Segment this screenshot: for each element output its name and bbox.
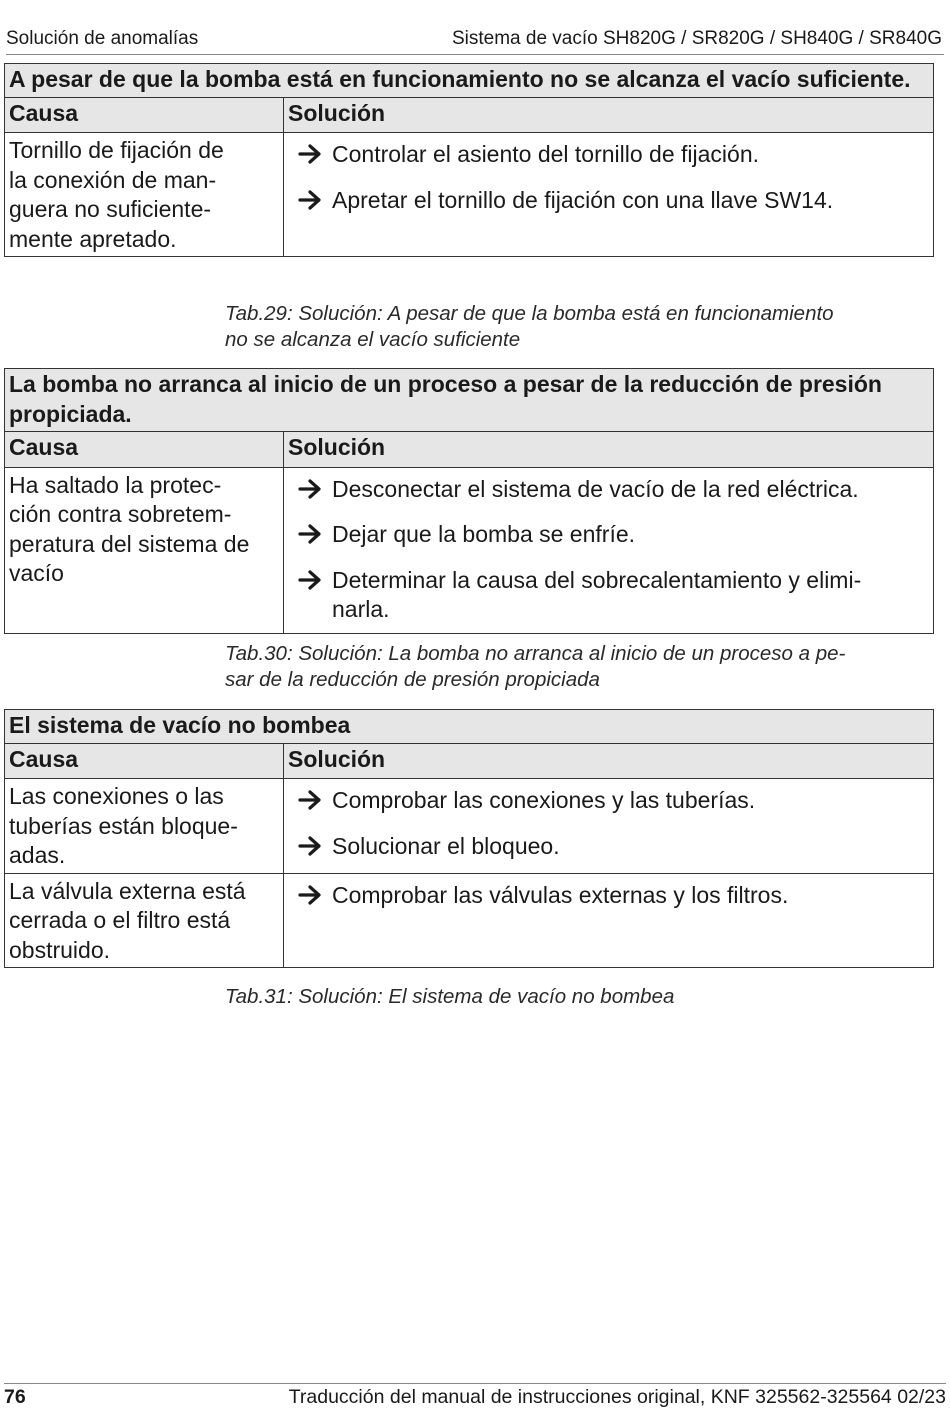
cause-text: Ha saltado la protec- ción contra sobretem- peratura del sistema de vacío [5, 467, 284, 633]
footer-text: Traducción del manual de instrucciones original, KNF 325562-325564 02/23 [288, 1386, 946, 1408]
cause-header: Causa [5, 743, 284, 779]
table-caption: Tab.30: Solución: La bomba no arranca al inicio de un proceso a pe- sar de la reducción de presión propiciada [225, 642, 846, 691]
table-row [5, 467, 934, 633]
trouble-table-31 [4, 709, 934, 968]
cause-header: Causa [5, 97, 284, 133]
cause-text: Tornillo de fijación de la conexión de man- guera no suficiente- mente apretado. [5, 133, 284, 257]
page-number: 76 [4, 1386, 26, 1408]
solution-step: Dejar que la bomba se enfríe. [298, 520, 929, 550]
arrow-right-icon [298, 520, 332, 545]
product-title: Sistema de vacío SH820G / SR820G / SH840G / SR840G [451, 28, 942, 49]
table-caption: Tab.29: Solución: A pesar de que la bomba está en funcionamiento no se alcanza el vacío suficiente [225, 302, 834, 351]
arrow-right-icon [298, 186, 332, 211]
arrow-right-icon [298, 140, 332, 165]
solution-header: Solución [284, 432, 934, 468]
page-footer [4, 1383, 946, 1408]
arrow-right-icon [298, 881, 332, 906]
table-title: El sistema de vacío no bombea [5, 710, 934, 744]
arrow-right-icon [298, 832, 332, 857]
table-caption: Tab.31: Solución: El sistema de vacío no bombea [225, 985, 675, 1008]
section-title: Solución de anomalías [6, 28, 199, 49]
solution-step: Apretar el tornillo de fijación con una llave SW14. [298, 186, 929, 216]
arrow-right-icon [298, 566, 332, 591]
page-header [6, 26, 944, 55]
solution-step: Solucionar el bloqueo. [298, 832, 929, 862]
cause-text: La válvula externa está cerrada o el filtro está obstruido. [5, 873, 284, 968]
table-row [5, 133, 934, 257]
solution-list [284, 873, 934, 968]
table-row [5, 873, 934, 968]
trouble-table-30 [4, 368, 934, 634]
solution-step: Controlar el asiento del tornillo de fijación. [298, 140, 929, 170]
solution-list [284, 779, 934, 874]
table-row [5, 779, 934, 874]
arrow-right-icon [298, 786, 332, 811]
solution-header: Solución [284, 743, 934, 779]
cause-text: Las conexiones o las tuberías están bloque- adas. [5, 779, 284, 874]
solution-list [284, 467, 934, 633]
table-title: A pesar de que la bomba está en funcionamiento no se alcanza el vacío suficiente. [5, 64, 934, 98]
solution-step: Desconectar el sistema de vacío de la red eléctrica. [298, 475, 929, 505]
table-title: La bomba no arranca al inicio de un proceso a pesar de la reducción de presión propiciada. [5, 369, 934, 432]
solution-list [284, 133, 934, 257]
solution-step: Determinar la causa del sobrecalentamiento y elimi- narla. [298, 566, 929, 625]
solution-step: Comprobar las válvulas externas y los filtros. [298, 881, 929, 911]
cause-header: Causa [5, 432, 284, 468]
trouble-table-29 [4, 63, 934, 257]
solution-step: Comprobar las conexiones y las tuberías. [298, 786, 929, 816]
solution-header: Solución [284, 97, 934, 133]
arrow-right-icon [298, 475, 332, 500]
